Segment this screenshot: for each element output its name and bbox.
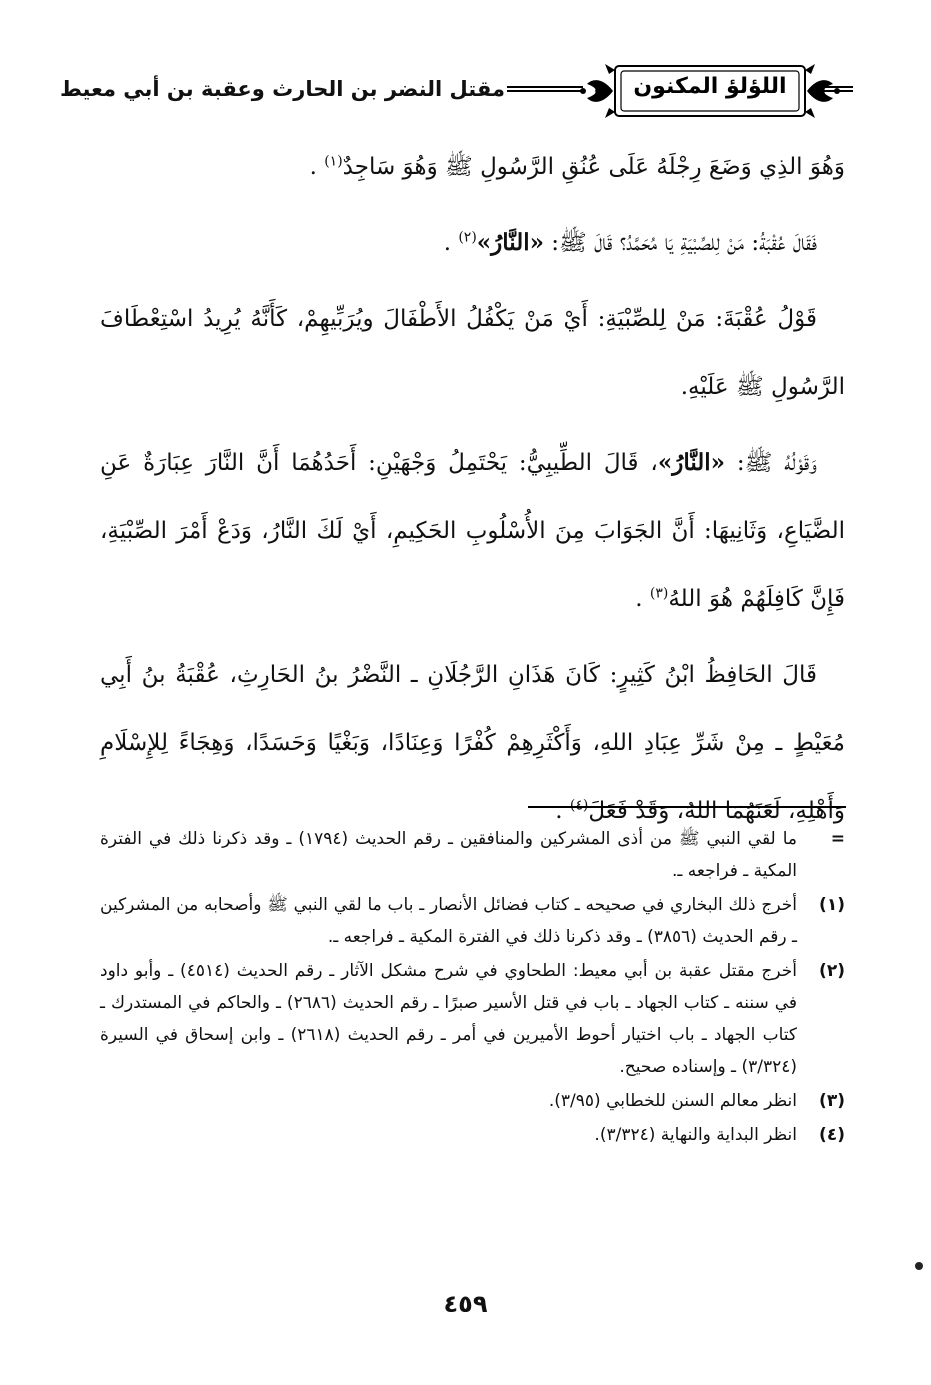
scan-mark [915, 1262, 923, 1270]
paragraph-1-end: . [309, 154, 317, 180]
footnotes [100, 823, 845, 1153]
footnote-marker: = [830, 829, 845, 849]
book-title: اللؤلؤ المكنون [633, 74, 787, 99]
footnote-separator [528, 806, 846, 808]
footnote-text: أخرج ذلك البخاري في صحيحه ـ كتاب فضائل الأنصار ـ باب ما لقي النبي ﷺ وأصحابه من المشركين ـ رقم الحديث (٣٨٥٦) ـ وقد ذكرنا ذلك في الفترة المكية ـ فراجعه ـ. [100, 895, 797, 947]
page-number: ٤٥٩ [443, 1290, 488, 1318]
paragraph-4-pre: وَقَوْلُهُ ﷺ: [725, 450, 817, 476]
main-text [100, 133, 845, 845]
paragraph-2 [100, 209, 845, 277]
footnote-4 [100, 1119, 845, 1151]
footnote-3 [100, 1085, 845, 1117]
footnote-2 [100, 955, 845, 1083]
footnote-text: انظر البداية والنهاية (٣/٣٢٤). [594, 1125, 797, 1145]
chapter-title: مقتل النضر بن الحارث وعقبة بن أبي معيط [60, 77, 505, 101]
footnote-text: أخرج مقتل عقبة بن أبي معيط: الطحاوي في شرح مشكل الآثار ـ رقم الحديث (٤٥١٤) ـ وأبو داود في سننه ـ كتاب الجهاد ـ باب في قتل الأسير صبرًا ـ رقم الحديث (٢٦٨٦) ـ والحاكم في المستدرك ـ كتاب الجهاد ـ باب اختيار أحوط الأميرين في أمر ـ رقم الحديث (٢٦١٨) ـ وابن إسحاق في السيرة (٣/٣٢٤) ـ وإسناده صحيح. [100, 961, 797, 1077]
paragraph-4-end: . [635, 586, 643, 612]
paragraph-5 [100, 641, 845, 845]
paragraph-5-text: قَالَ الحَافِظُ ابْنُ كَثِيرٍ: كَانَ هَذَانِ الرَّجُلَانِ ـ النَّضْرُ بنُ الحَارِثِ، عُقْبَةُ بنُ أَبِي مُعَيْطٍ ـ مِنْ شَرِّ عِبَادِ اللهِ، وَأَكْثَرِهِمْ كُفْرًا وَعِنَادًا، وَبَغْيًا وَحَسَدًا، وَهِجَاءً لِلإِسْلَامِ وَأَهْلِهِ، لَعَنَهُمَا اللهُ، وَقَدْ فَعَلَ [100, 662, 845, 824]
footnote-number: (٢) [819, 961, 845, 981]
footnote-1 [100, 889, 845, 953]
quote-the-fire: «النَّارُ» [476, 229, 544, 256]
paragraph-1 [100, 133, 845, 201]
paragraph-3 [100, 285, 845, 421]
footnote-ref-1[interactable]: (١) [324, 153, 343, 170]
paragraph-2-end: . [443, 230, 451, 256]
footnote-ref-3[interactable]: (٣) [649, 585, 669, 602]
paragraph-4 [100, 429, 845, 633]
footnote-number: (٣) [819, 1091, 845, 1111]
footnote-ref-2[interactable]: (٢) [458, 229, 477, 246]
footnote-text: انظر معالم السنن للخطابي (٣/٩٥). [548, 1091, 797, 1111]
footnote-number: (١) [819, 895, 845, 915]
running-header [60, 60, 845, 122]
paragraph-1-text: وَهُوَ الذِي وَضَعَ رِجْلَهُ عَلَى عُنُقِ الرَّسُولِ ﷺ وَهُوَ سَاجِدٌ [342, 154, 845, 180]
footnote-text: ما لقي النبي ﷺ من أذى المشركين والمنافقين ـ رقم الحديث (١٧٩٤) ـ وقد ذكرنا ذلك في الفترة المكية ـ فراجعه ـ. [100, 829, 797, 881]
footnote-ref-4[interactable]: (٤) [569, 797, 589, 814]
footnote-number: (٤) [819, 1125, 845, 1145]
header-rule-middle [507, 86, 583, 92]
paragraph-4-text: ، قَالَ الطِّيبِيُّ: يَحْتَمِلُ وَجْهَيْنِ: أَحَدُهُمَا أَنَّ النَّارَ عِبَارَةٌ عَنِ الضَّيَاعِ، وَثَانِيهَا: أَنَّ الجَوَابَ مِنَ الأُسْلُوبِ الحَكِيمِ، أَيْ لَكَ النَّارُ، وَدَعْ أَمْرَ الصِّبْيَةِ، فَإِنَّ كَافِلَهُمْ هُوَ اللهُ [100, 450, 845, 612]
quote-the-fire-2: «النَّارُ» [657, 449, 726, 476]
paragraph-3-text: قَوْلُ عُقْبَةَ: مَنْ لِلصِّبْيَةِ: أَيْ مَنْ يَكْفُلُ الأَطْفَالَ ويُرَبِّيهِمْ، كَأَنَّهُ يُرِيدُ اسْتِعْطَافَ الرَّسُولِ ﷺ عَلَيْهِ. [100, 306, 845, 400]
footnote-continued [100, 823, 845, 887]
paragraph-5-end: . [555, 798, 563, 824]
paragraph-2-text: فَقَالَ عُقْبَةُ: مَنْ لِلصِّبْيَةِ يَا مُحَمَّدُ؟ قَالَ ﷺ: [543, 230, 817, 256]
